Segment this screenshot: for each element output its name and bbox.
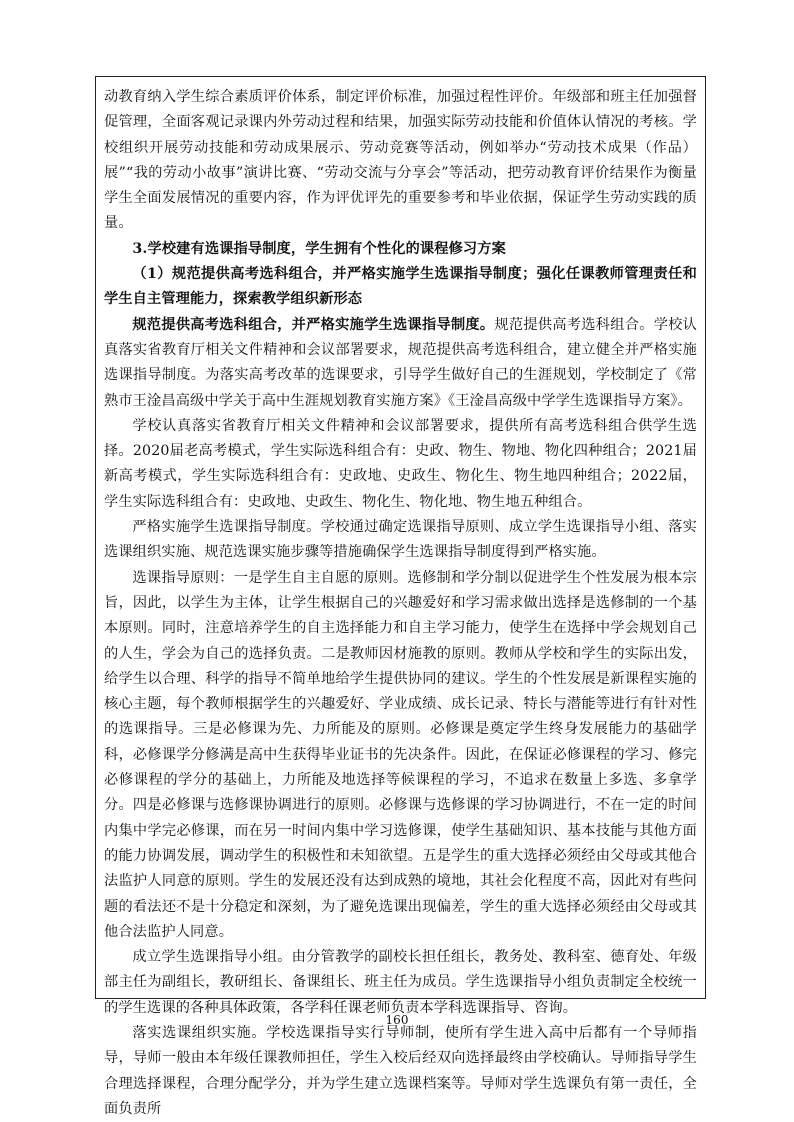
document-body (96, 77, 705, 1122)
page-number: 160 (385, 1013, 409, 1027)
paragraph-labor-evaluation (104, 85, 697, 237)
paragraph-text: 规范提供高考选科组合。学校认真落实省教育厅相关文件精神和会议部署要求，规范提供高考选科组合，建立健全并严格实施选课指导制度。为落实高考改革的选课要求，引导学生做好自己的生涯规划，学校制定了《常熟市王淦昌高级中学关于高中生涯规划教育实施方案》《王淦昌高级中学学生选课指导方案》。 (104, 316, 697, 409)
paragraph-lead: 规范提供高考选科组合，并严格实施学生选课指导制度。 (132, 316, 495, 333)
paragraph-text: 动教育纳入学生综合素质评价体系，制定评价标准，加强过程性评价。年级部和班主任加强督促管理，全面客观记录课内外劳动过程和结果，加强实际劳动技能和价值体认情况的考核。学校组织开展劳动技能和劳动成果展示、劳动竞赛等活动，例如举办“劳动技术成果（作品）展”“我的劳动小故事”演讲比赛、“劳动交流与分享会”等活动，把劳动教育评价结果作为衡量学生全面发展情况的重要内容，作为评优评先的重要参考和毕业依据，保证学生劳动实践的质量。 (104, 89, 697, 232)
section-heading-3 (104, 237, 697, 262)
paragraph-course-selection (104, 313, 697, 414)
paragraph-text: 成立学生选课指导小组。由分管教学的副校长担任组长，教务处、教科室、德育处、年级部主任为副组长，教研组长、备课组长、班主任为成员。学生选课指导小组负责制定全校统一的学生选课的各种具体政策，各学科任课老师负责本学科选课指导、咨询。 (104, 949, 697, 1016)
subsection-heading-1 (104, 262, 697, 313)
paragraph-guidance-principles (104, 566, 697, 945)
paragraph-subject-combinations (104, 414, 697, 515)
paragraph-guidance-group (104, 945, 697, 1021)
heading-text: （1）规范提供高考选科组合，并严格实施学生选课指导制度；强化任课教师管理责任和学生自主管理能力，探索教学组织新形态 (104, 266, 697, 308)
heading-text: 3.学校建有选课指导制度，学生拥有个性化的课程修习方案 (132, 240, 506, 257)
paragraph-text: 落实选课组织实施。学校选课指导实行导师制，使所有学生进入高中后都有一个导师指导，导师一般由本年级任课教师担任，学生入校后经双向选择最终由学校确认。导师指导学生合理选择课程，合理分配学分，并为学生建立选课档案等。导师对学生选课负有第一责任，全面负责所 (104, 1024, 697, 1117)
paragraph-text: 严格实施学生选课指导制度。学校通过确定选课指导原则、成立学生选课指导小组、落实选课组织实施、规范选课实施步骤等措施确保学生选课指导制度得到严格实施。 (104, 519, 697, 561)
paragraph-text: 学校认真落实省教育厅相关文件精神和会议部署要求，提供所有高考选科组合供学生选择。2020届老高考模式，学生实际选科组合有：史政、物生、物地、物化四种组合；2021届新高考模式，学生实际选科组合有：史政地、史政生、物化生、物生地四种组合；2022届，学生实际选科组合有：史政地、史政生、物化生、物化地、物生地五种组合。 (104, 417, 697, 510)
paragraph-organization (104, 1021, 697, 1122)
paragraph-text: 选课指导原则：一是学生自主自愿的原则。选修制和学分制以促进学生个性发展为根本宗旨，因此，以学生为主体，让学生根据自己的兴趣爱好和学习需求做出选择是选修制的一个基本原则。同时，注意培养学生的自主选择能力和自主学习能力，使学生在选择中学会规划自己的人生，学会为自己的选择负责。二是教师因材施教的原则。教师从学校和学生的实际出发，给学生以合理、科学的指导不简单地给学生提供协同的建议。学生的个性发展是新课程实施的核心主题，每个教师根据学生的兴趣爱好、学业成绩、成长记录、特长与潜能等进行有针对性的选课指导。三是必修课为先、力所能及的原则。必修课是奠定学生终身发展能力的基础学科，必修课学分修满是高中生获得毕业证书的先决条件。因此，在保证必修课程的学习、修完必修课程的学分的基础上，力所能及地选择等候课程的学习，不追求在数量上多选、多拿学分。四是必修课与选修课协调进行的原则。必修课与选修课的学习协调进行，不在一定的时间内集中学完必修课，而在另一时间内集中学习选修课，使学生基础知识、基本技能与其他方面的能力协调发展，调动学生的积极性和未知欲望。五是学生的重大选择必须经由父母或其他合法监护人同意的原则。学生的发展还没有达到成熟的境地，其社会化程度不高，因此对有些问题的看法还不是十分稳定和深刻，为了避免选课出现偏差，学生的重大选择必须经由父母或其他合法监护人同意。 (104, 569, 697, 940)
paragraph-strict-implementation (104, 515, 697, 566)
